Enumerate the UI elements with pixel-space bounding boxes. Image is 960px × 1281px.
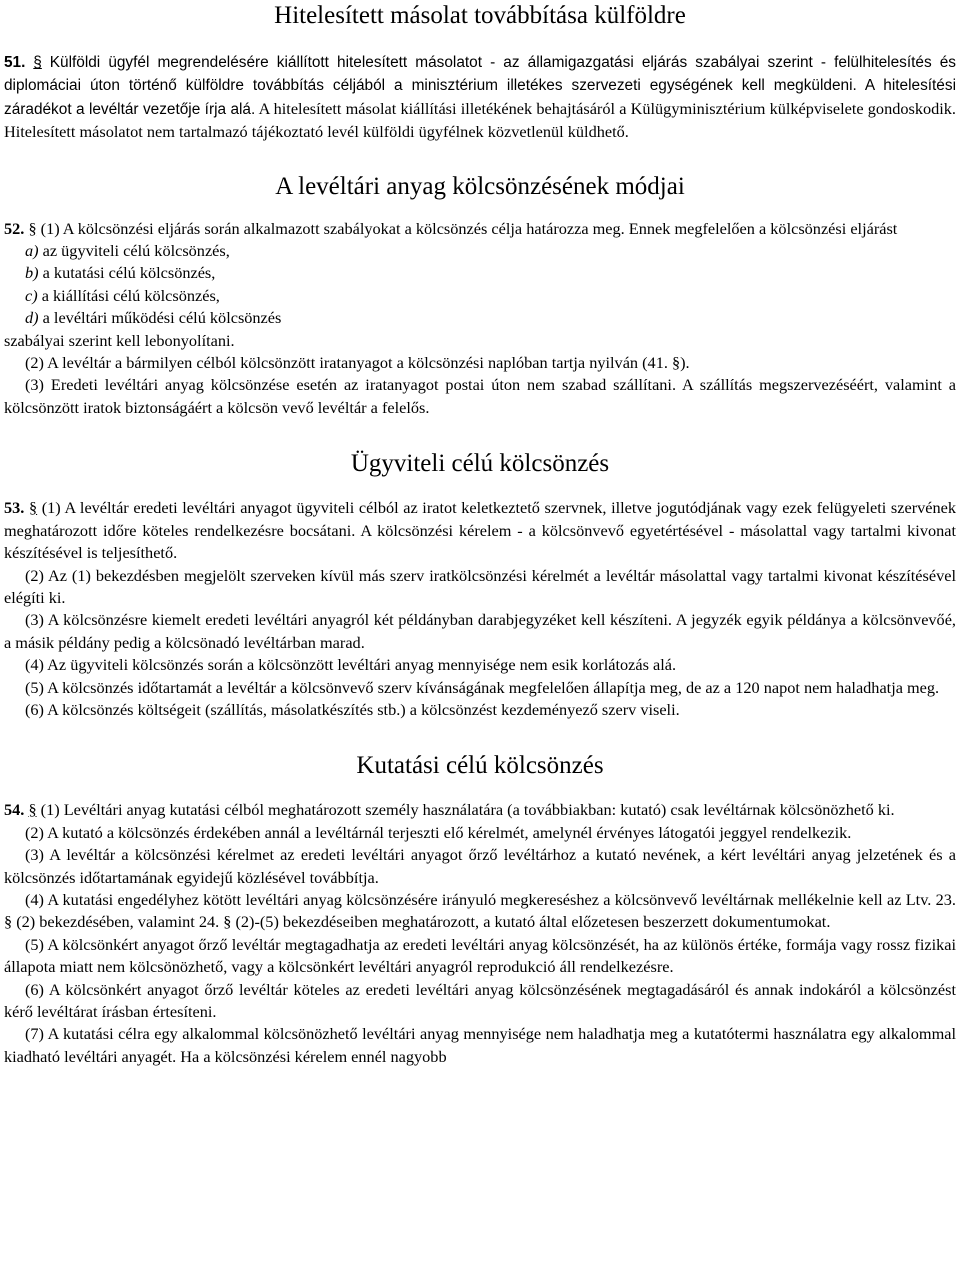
section-title-52: A levéltári anyag kölcsönzésének módjai bbox=[275, 172, 685, 200]
section-title-54: Kutatási célú kölcsönzés bbox=[356, 752, 604, 780]
para-number: 52. bbox=[4, 218, 25, 238]
list-item-c: c) a kiállítási célú kölcsönzés, bbox=[25, 285, 220, 305]
document-page bbox=[0, 1, 960, 1068]
paragraph-52-1-end: szabályai szerint kell lebonyolítani. bbox=[4, 330, 235, 350]
paragraph-54-4: (4) A kutatási engedélyhez kötött levéltári anyag kölcsönzésére irányuló megkereséshez a kölcsönvevő levéltárnak mellékelnie kell az Ltv. 23. § (2) bekezdésében, valamint 24. § (2)-(5) bekezdéseiben meghatározott, a kutató által előzetesen beszerzett dokumentumokat. bbox=[4, 889, 956, 932]
paragraph-54-6: (6) A kölcsönkért anyagot őrző levéltár köteles az eredeti levéltári anyag kölcsönzésének megtagadásáról és annak indokáról a kölcsönzést kérő levéltárat írásban értesíteni. bbox=[4, 979, 956, 1021]
section-sign: § bbox=[28, 218, 37, 238]
list-item-d: d) a levéltári működési célú kölcsönzés bbox=[25, 308, 282, 328]
paragraph-text: (1) A kölcsönzési eljárás során alkalmazott szabályokat a kölcsönzés célja határozza meg. Ennek megfelelően a kölcsönzési eljárást bbox=[40, 218, 898, 238]
paragraph-53-1 bbox=[4, 497, 956, 564]
section-sign: § bbox=[28, 498, 38, 518]
section-sign: § bbox=[28, 800, 37, 820]
paragraph-52-3: (3) Eredeti levéltári anyag kölcsönzése esetén az iratanyagot postai úton nem szabad szállítani. A szállítás megszervezéséért, valamint a kölcsönzött iratok biztonságáért a kölcsön vevő levéltár a felelős. bbox=[4, 375, 956, 417]
paragraph-53-6: (6) A kölcsönzés költségeit (szállítás, másolatkészítés stb.) a kölcsönzést kezdeményező szerv viseli. bbox=[25, 699, 680, 719]
paragraph-53-3: (3) A kölcsönzésre kiemelt eredeti levéltári anyagról két példányban darabjegyzéket kell készíteni. A jegyzék egyik példánya a kölcsönvevőé, a másik példány pedig a kölcsönadó levéltárban marad. bbox=[4, 610, 956, 652]
paragraph-53-5: (5) A kölcsönzés időtartamát a levéltár a kölcsönvevő szerv kívánságának megfelelően állapítja meg, de az a 120 napot nem haladhatja meg. bbox=[25, 677, 940, 697]
paragraph-52-1 bbox=[4, 218, 956, 240]
paragraph-52-2: (2) A levéltár a bármilyen célból kölcsönzött iratanyagot a kölcsönzési naplóban tartja nyilván (41. §). bbox=[25, 353, 690, 373]
paragraph-text-cont: A hitelesített másolat kiállítási illetékének behajtásáról a Külügyminisztérium külképviselete gondoskodik. Hitelesített másolatot nem tartalmazó tájékoztató levél külföldi ügyfélnek közvetlenül küldhető. bbox=[4, 98, 956, 142]
paragraph-53-4: (4) Az ügyviteli kölcsönzés során a kölcsönzött levéltári anyag mennyisége nem esik korlátozás alá. bbox=[25, 655, 677, 675]
paragraph-text: Külföldi ügyfél megrendelésére kiállított hitelesített másolatot - az államigazgatási eljárás szabályai szerint - felülhitelesítés és diplomáciai úton történő külföldre továbbítás céljából a minisztérium illetékes szervezeti egységének kell megküldeni. A hitelesítési záradékot a levéltár vezetője írja alá. bbox=[4, 54, 956, 118]
section-sign: § bbox=[33, 54, 42, 71]
list-item-a: a) az ügyviteli célú kölcsönzés, bbox=[25, 241, 230, 261]
paragraph-54-3: (3) A levéltár a kölcsönzési kérelmet az eredeti levéltári anyagot őrző levéltárhoz a kutató nevének, a kért levéltári anyag jelzetének és a kölcsönzés időtartamának egyidejű közlésével továbbítja. bbox=[4, 845, 956, 887]
list-item-b: b) a kutatási célú kölcsönzés, bbox=[25, 263, 216, 283]
para-number: 53. bbox=[4, 498, 25, 518]
para-number: 51. bbox=[4, 54, 26, 71]
paragraph-text: (1) A levéltár eredeti levéltári anyagot ügyviteli célból az iratot keletkeztető szervnek, illetve jogutódjának vagy ezek felügyeleti szervének meghatározott időre köteles rendelkezésre bocsátani. A kölcsönzési kérelem - a kölcsönvevő egyetértésével - másolattal vagy tartalmi kivonat készítésével is teljesíthető. bbox=[4, 498, 956, 563]
paragraph-54-2: (2) A kutató a kölcsönzés érdekében annál a levéltárnál terjeszti elő kérelmét, amelynél érvényes látogatói jeggyel rendelkezik. bbox=[25, 822, 852, 842]
paragraph-54-1 bbox=[4, 799, 956, 821]
section-title-51: Hitelesített másolat továbbítása külföldre bbox=[274, 2, 686, 29]
paragraph-51 bbox=[4, 51, 956, 144]
para-number: 54. bbox=[4, 800, 25, 820]
paragraph-54-7: (7) A kutatási célra egy alkalommal kölcsönözhető levéltári anyag mennyisége nem haladhatja meg a kutatótermi használatra egy alkalommal kiadható levéltári anyagét. Ha a kölcsönzési kérelem ennél nagyobb bbox=[4, 1024, 956, 1066]
section-title-53: Ügyviteli célú kölcsönzés bbox=[350, 450, 610, 478]
paragraph-54-5: (5) A kölcsönkért anyagot őrző levéltár megtagadhatja az eredeti levéltári anyag kölcsönzését, ha az különös értéke, formája vagy rossz fizikai állapota miatt nem kölcsönözhető, vagy a kölcsönkért levéltári anyagról reprodukció áll rendelkezésre. bbox=[4, 934, 956, 977]
paragraph-53-2: (2) Az (1) bekezdésben megjelölt szerveken kívül más szerv iratkölcsönzési kérelmét a levéltár másolattal vagy tartalmi kivonat készítésével elégíti ki. bbox=[4, 565, 956, 607]
paragraph-text: (1) Levéltári anyag kutatási célból meghatározott személy használatára (a továbbiakban: kutató) csak levéltárnak kölcsönözhető ki. bbox=[40, 800, 895, 820]
